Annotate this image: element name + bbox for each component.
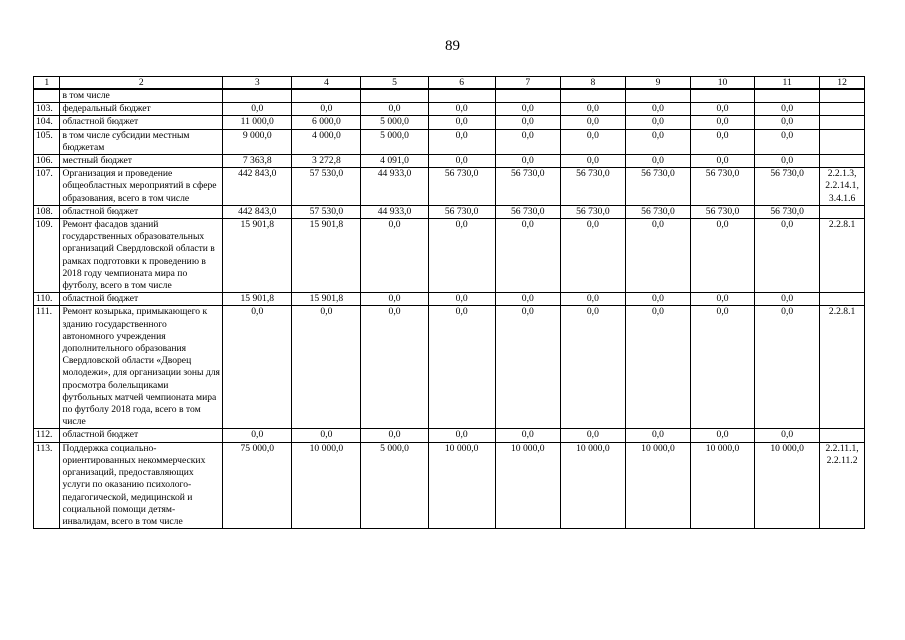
value-cell: 0,0 [625, 155, 690, 168]
row-name: Поддержка социально-ориентированных некоммерческих организаций, предоставляющих услуги по оказанию психолого-педагогической, медицинской и социальной помощи детям-инвалидам, всего в том числе [60, 442, 223, 528]
value-cell: 56 730,0 [428, 168, 495, 206]
value-cell: 0,0 [625, 219, 690, 293]
value-cell: 0,0 [755, 293, 820, 306]
value-cell: 0,0 [625, 429, 690, 442]
value-cell: 15 901,8 [223, 293, 292, 306]
table-row [34, 429, 865, 442]
value-cell: 10 000,0 [755, 442, 820, 528]
value-cell: 56 730,0 [755, 205, 820, 218]
value-cell: 0,0 [560, 116, 625, 129]
value-cell: 56 730,0 [625, 168, 690, 206]
table-row [34, 155, 865, 168]
value-cell: 56 730,0 [495, 168, 560, 206]
value-cell: 0,0 [361, 429, 428, 442]
value-cell: 75 000,0 [223, 442, 292, 528]
row-number: 107. [34, 168, 60, 206]
row-name: областной бюджет [60, 293, 223, 306]
header-cell: 8 [560, 77, 625, 90]
value-cell: 0,0 [292, 429, 361, 442]
table-row [34, 103, 865, 116]
table-row [34, 306, 865, 429]
value-cell: 56 730,0 [625, 205, 690, 218]
value-cell: 0,0 [495, 306, 560, 429]
value-cell: 0,0 [691, 129, 755, 154]
header-cell: 11 [755, 77, 820, 90]
value-cell: 0,0 [560, 103, 625, 116]
reference-cell [820, 429, 865, 442]
value-cell: 10 000,0 [428, 442, 495, 528]
value-cell: 0,0 [361, 103, 428, 116]
row-number: 103. [34, 103, 60, 116]
value-cell: 56 730,0 [755, 168, 820, 206]
value-cell: 0,0 [755, 103, 820, 116]
value-cell [625, 89, 690, 103]
value-cell: 0,0 [755, 429, 820, 442]
value-cell: 56 730,0 [691, 205, 755, 218]
value-cell: 0,0 [361, 306, 428, 429]
row-name: Организация и проведение общеобластных мероприятий в сфере образования, всего в том числе [60, 168, 223, 206]
value-cell: 0,0 [691, 429, 755, 442]
reference-cell [820, 293, 865, 306]
table-row [34, 89, 865, 103]
value-cell: 0,0 [560, 306, 625, 429]
value-cell: 0,0 [691, 306, 755, 429]
value-cell: 0,0 [560, 155, 625, 168]
table-row [34, 168, 865, 206]
row-number: 112. [34, 429, 60, 442]
row-name: федеральный бюджет [60, 103, 223, 116]
value-cell: 3 272,8 [292, 155, 361, 168]
value-cell: 0,0 [625, 103, 690, 116]
value-cell [755, 89, 820, 103]
value-cell: 9 000,0 [223, 129, 292, 154]
header-row [34, 77, 865, 90]
value-cell: 15 901,8 [292, 219, 361, 293]
row-name: местный бюджет [60, 155, 223, 168]
header-cell: 4 [292, 77, 361, 90]
reference-cell [820, 89, 865, 103]
header-cell: 2 [60, 77, 223, 90]
table-row [34, 442, 865, 528]
value-cell: 6 000,0 [292, 116, 361, 129]
value-cell: 0,0 [560, 429, 625, 442]
value-cell [292, 89, 361, 103]
value-cell: 0,0 [495, 103, 560, 116]
row-number: 111. [34, 306, 60, 429]
row-name: областной бюджет [60, 429, 223, 442]
value-cell: 0,0 [691, 293, 755, 306]
value-cell [691, 89, 755, 103]
value-cell: 10 000,0 [625, 442, 690, 528]
value-cell: 0,0 [428, 103, 495, 116]
value-cell: 0,0 [428, 429, 495, 442]
header-cell: 1 [34, 77, 60, 90]
reference-cell: 2.2.11.1, 2.2.11.2 [820, 442, 865, 528]
value-cell: 0,0 [495, 129, 560, 154]
reference-cell [820, 116, 865, 129]
table-row [34, 129, 865, 154]
table-row [34, 293, 865, 306]
header-cell: 10 [691, 77, 755, 90]
row-number: 108. [34, 205, 60, 218]
reference-cell: 2.2.1.3, 2.2.14.1, 3.4.1.6 [820, 168, 865, 206]
value-cell: 0,0 [428, 293, 495, 306]
header-cell: 7 [495, 77, 560, 90]
value-cell: 56 730,0 [495, 205, 560, 218]
value-cell [428, 89, 495, 103]
value-cell: 0,0 [625, 129, 690, 154]
reference-cell: 2.2.8.1 [820, 219, 865, 293]
header-cell: 6 [428, 77, 495, 90]
row-number: 113. [34, 442, 60, 528]
value-cell: 5 000,0 [361, 129, 428, 154]
value-cell: 0,0 [755, 129, 820, 154]
value-cell: 0,0 [625, 116, 690, 129]
value-cell: 0,0 [495, 293, 560, 306]
reference-cell [820, 205, 865, 218]
value-cell: 0,0 [428, 116, 495, 129]
value-cell [495, 89, 560, 103]
reference-cell [820, 155, 865, 168]
row-name: областной бюджет [60, 116, 223, 129]
value-cell [361, 89, 428, 103]
value-cell: 0,0 [560, 129, 625, 154]
value-cell: 0,0 [428, 155, 495, 168]
table-body [34, 89, 865, 529]
value-cell: 44 933,0 [361, 168, 428, 206]
value-cell: 0,0 [691, 116, 755, 129]
header-cell: 12 [820, 77, 865, 90]
value-cell: 0,0 [428, 219, 495, 293]
value-cell: 0,0 [428, 129, 495, 154]
value-cell: 442 843,0 [223, 168, 292, 206]
row-name: Ремонт фасадов зданий государственных образовательных организаций Свердловской области в рамках подготовки к проведению в 2018 году чемпионата мира по футболу, всего в том числе [60, 219, 223, 293]
value-cell: 44 933,0 [361, 205, 428, 218]
value-cell: 0,0 [428, 306, 495, 429]
table-row [34, 219, 865, 293]
value-cell: 4 091,0 [361, 155, 428, 168]
budget-table [33, 76, 865, 529]
value-cell: 15 901,8 [223, 219, 292, 293]
row-number: 105. [34, 129, 60, 154]
value-cell: 0,0 [223, 103, 292, 116]
value-cell: 0,0 [292, 103, 361, 116]
value-cell: 0,0 [560, 293, 625, 306]
page-number: 89 [445, 38, 460, 54]
row-number: 110. [34, 293, 60, 306]
value-cell: 0,0 [495, 219, 560, 293]
value-cell: 0,0 [691, 219, 755, 293]
value-cell: 56 730,0 [691, 168, 755, 206]
reference-cell: 2.2.8.1 [820, 306, 865, 429]
value-cell: 0,0 [495, 116, 560, 129]
value-cell: 0,0 [223, 306, 292, 429]
value-cell: 0,0 [755, 155, 820, 168]
reference-cell [820, 103, 865, 116]
row-name: в том числе субсидии местным бюджетам [60, 129, 223, 154]
value-cell: 0,0 [292, 306, 361, 429]
row-name: областной бюджет [60, 205, 223, 218]
value-cell: 56 730,0 [428, 205, 495, 218]
value-cell: 0,0 [755, 219, 820, 293]
value-cell: 4 000,0 [292, 129, 361, 154]
value-cell: 0,0 [691, 103, 755, 116]
header-cell: 3 [223, 77, 292, 90]
value-cell: 5 000,0 [361, 116, 428, 129]
row-number: 106. [34, 155, 60, 168]
value-cell: 10 000,0 [691, 442, 755, 528]
value-cell: 10 000,0 [560, 442, 625, 528]
row-name: Ремонт козырька, примыкающего к зданию государственного автономного учреждения дополнительного образования Свердловской области «Дворец молодежи», для организации зоны для просмотра болельщиками футбольных матчей чемпионата мира по футболу 2018 года, всего в том числе [60, 306, 223, 429]
row-number [34, 89, 60, 103]
value-cell: 0,0 [223, 429, 292, 442]
header-cell: 9 [625, 77, 690, 90]
row-number: 104. [34, 116, 60, 129]
value-cell: 0,0 [495, 429, 560, 442]
value-cell: 10 000,0 [292, 442, 361, 528]
value-cell: 56 730,0 [560, 205, 625, 218]
value-cell: 11 000,0 [223, 116, 292, 129]
value-cell: 57 530,0 [292, 205, 361, 218]
value-cell: 0,0 [560, 219, 625, 293]
value-cell [223, 89, 292, 103]
header-cell: 5 [361, 77, 428, 90]
value-cell: 5 000,0 [361, 442, 428, 528]
value-cell: 0,0 [361, 293, 428, 306]
row-number: 109. [34, 219, 60, 293]
value-cell: 0,0 [625, 306, 690, 429]
value-cell: 0,0 [691, 155, 755, 168]
value-cell: 7 363,8 [223, 155, 292, 168]
reference-cell [820, 129, 865, 154]
value-cell: 0,0 [755, 116, 820, 129]
value-cell: 0,0 [495, 155, 560, 168]
value-cell: 15 901,8 [292, 293, 361, 306]
value-cell: 0,0 [361, 219, 428, 293]
value-cell: 10 000,0 [495, 442, 560, 528]
table-row [34, 116, 865, 129]
value-cell: 0,0 [625, 293, 690, 306]
row-name: в том числе [60, 89, 223, 103]
value-cell: 57 530,0 [292, 168, 361, 206]
value-cell: 56 730,0 [560, 168, 625, 206]
table-row [34, 205, 865, 218]
value-cell: 442 843,0 [223, 205, 292, 218]
value-cell: 0,0 [755, 306, 820, 429]
value-cell [560, 89, 625, 103]
